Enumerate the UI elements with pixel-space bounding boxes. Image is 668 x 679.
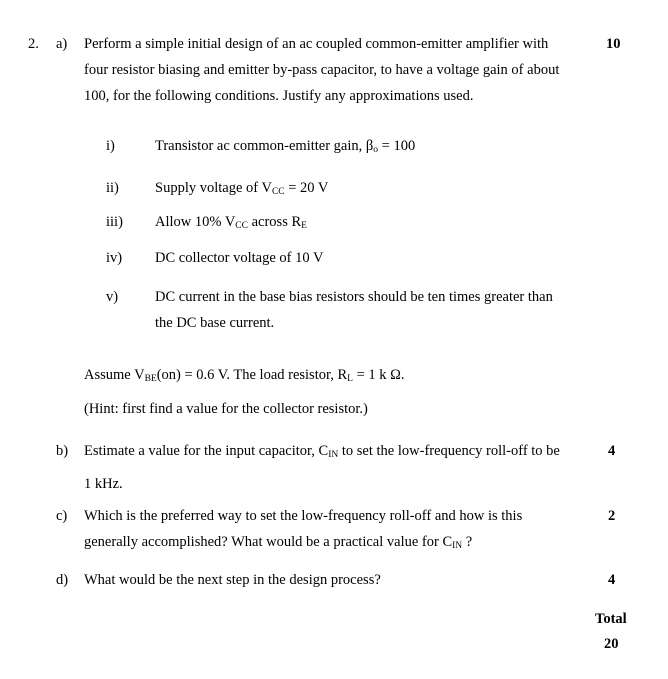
condition-iii-num: iii) — [106, 214, 123, 230]
part-d-marks: 4 — [608, 572, 616, 588]
condition-v-line-1: DC current in the base bias resistors should be ten times greater than — [155, 289, 553, 305]
part-a-marks: 10 — [606, 36, 621, 52]
part-b-line-1: Estimate a value for the input capacitor, $C_{IN}$ to set the low-frequency roll-off to be — [84, 443, 560, 460]
condition-iii-text: Allow 10% $V_{CC}$ across $R_E$ — [155, 214, 307, 231]
part-b-line-2: 1 kHz. — [84, 476, 123, 492]
part-c-label: c) — [56, 508, 68, 524]
part-a-label: a) — [56, 36, 68, 52]
condition-iv-num: iv) — [106, 250, 123, 266]
assume-text: Assume $V_{BE}(on) = 0.6$ V. The load resistor, $R_L = 1$ k Ω. — [84, 367, 405, 384]
part-a-line-1: Perform a simple initial design of an ac coupled common-emitter amplifier with — [84, 36, 549, 52]
part-c-line-2: generally accomplished? What would be a practical value for $C_{IN}$ ? — [84, 534, 473, 551]
condition-v-num: v) — [106, 289, 119, 305]
total-label: Total — [595, 611, 627, 627]
condition-ii-num: ii) — [106, 180, 119, 196]
part-c-marks: 2 — [608, 508, 616, 524]
condition-v-line-2: the DC base current. — [155, 315, 275, 331]
condition-ii-text: Supply voltage of $V_{CC} = 20$ V — [155, 180, 329, 197]
part-b-label: b) — [56, 443, 69, 459]
part-b-marks: 4 — [608, 443, 616, 459]
hint-text: (Hint: first find a value for the collector resistor.) — [84, 401, 368, 417]
total-marks: 20 — [604, 636, 619, 652]
condition-i-text: Transistor ac common-emitter gain, $\beta_o = 100$ — [155, 138, 416, 155]
part-d-text: What would be the next step in the design process? — [84, 572, 381, 588]
condition-iv-text: DC collector voltage of 10 V — [155, 250, 324, 266]
part-c-line-1: Which is the preferred way to set the low-frequency roll-off and how is this — [84, 508, 523, 524]
part-a-line-3: 100, for the following conditions. Justify any approximations used. — [84, 88, 474, 104]
part-a-line-2: four resistor biasing and emitter by-pass capacitor, to have a voltage gain of about — [84, 62, 560, 78]
question-number: 2. — [28, 36, 39, 52]
part-d-label: d) — [56, 572, 69, 588]
condition-i-num: i) — [106, 138, 115, 154]
